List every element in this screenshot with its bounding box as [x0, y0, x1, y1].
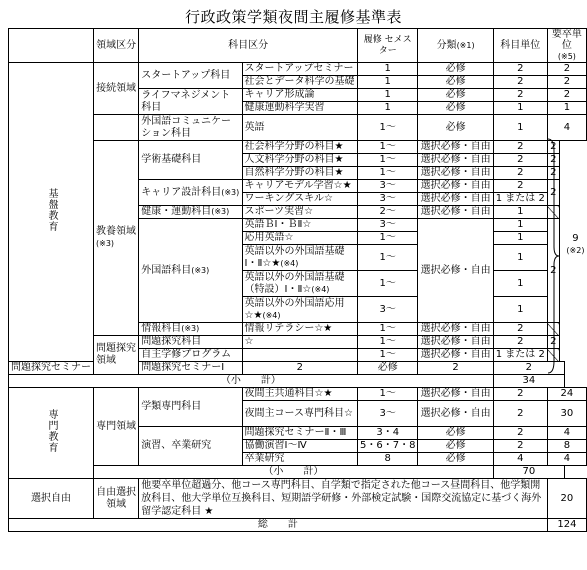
row-req: 2 — [547, 180, 559, 206]
row-name: 人文科学分野の科目★ — [242, 154, 357, 167]
row-req: 2 — [547, 89, 586, 102]
row-name: 自然科学分野の科目★ — [242, 167, 357, 180]
subtotal-basic: 34 — [493, 375, 564, 388]
row-cr: 2 — [493, 388, 547, 401]
row-req: 2 — [547, 219, 559, 323]
jiyu-label: 自由選択領域 — [94, 479, 139, 519]
mondai-label: 問題探究領域 — [94, 336, 139, 375]
header-required-note: (※5) — [557, 52, 576, 61]
header-category: 分類 — [436, 39, 457, 51]
row-req: 2 — [493, 362, 564, 375]
row-sem: 5・6・7・8 — [357, 440, 417, 453]
row-cr: 2 — [493, 323, 547, 336]
row-sem: 1〜 — [357, 388, 417, 401]
row-req: 2 — [547, 336, 559, 349]
row-cls: 必修 — [418, 453, 493, 466]
life-label: ライフマネジメント科目 — [139, 89, 242, 115]
row-name: 夜間主コース専門科目☆ — [242, 401, 357, 427]
row-sem: 2〜 — [357, 206, 417, 219]
row-name: 社会とデータ科学の基礎 — [242, 76, 357, 89]
row-cls: 選択必修・自由 — [418, 193, 493, 206]
row-cls: 選択必修・自由 — [418, 167, 493, 180]
row-cr: 1 — [493, 271, 547, 297]
row-sem: 1〜 — [357, 232, 417, 245]
row-sem: 1〜 — [357, 323, 417, 336]
grand-total: 124 — [547, 519, 586, 532]
row-sem: 1〜 — [357, 115, 417, 141]
jishu-label: 自主学修プログラム — [139, 349, 242, 362]
row-cr: 2 — [418, 362, 493, 375]
row-name: 問題探究セミナーⅠ — [139, 362, 242, 375]
kyoyo-note: (※3) — [96, 239, 115, 248]
row-cls: 選択必修・自由 — [418, 401, 493, 427]
gakujutsu-label: 学術基礎科目 — [139, 141, 242, 180]
row-cls: 必修 — [418, 440, 493, 453]
row-cls: 必修 — [418, 427, 493, 440]
row-name: 英語以外の外国語基礎（特設）Ⅰ・Ⅱ☆ — [244, 271, 345, 295]
header-field: 領域区分 — [94, 29, 139, 63]
grand-total-label: 総 計 — [9, 519, 548, 532]
row-cls: 必修 — [418, 63, 493, 76]
row-sem: 2 — [242, 362, 357, 375]
mondai-kamoku-label: 問題探究科目 — [139, 336, 242, 349]
row-cr: 4 — [493, 453, 547, 466]
gaikokugo-label: 外国語科目 — [141, 264, 192, 276]
row-cr: 2 — [493, 401, 547, 427]
header-semester: 履修 セメスター — [357, 29, 417, 63]
row-cr: 2 — [493, 89, 547, 102]
row-name: 情報リテラシー☆★ — [242, 323, 357, 336]
subtotal-senmon: 70 — [493, 466, 564, 479]
gaikokugo-note: (※3) — [191, 265, 210, 275]
requirements-table — [8, 28, 587, 532]
row-name — [242, 349, 357, 362]
row-req: 1 — [547, 102, 586, 115]
row-sem: 1〜 — [357, 167, 417, 180]
row-cls: 選択必修・自由 — [418, 219, 493, 323]
row-cr: 2 — [493, 154, 547, 167]
row-name: 英語以外の外国語応用☆★ — [244, 297, 345, 321]
row-cls: 必修 — [418, 89, 493, 102]
row-cr: 2 — [493, 76, 547, 89]
jiyu-description: 他要卒単位超過分、他コース専門科目、自学類で指定された他コース昼間科目、他学類開放科目、他大学単位互換科目、短期語学研修・外部検定試験・国際交流協定に基づく海外留学認定科目 ★ — [139, 479, 548, 519]
row-name: 夜間主共通科目☆★ — [242, 388, 357, 401]
row-cr: 2 — [493, 440, 547, 453]
enshu-label: 演習、卒業研究 — [139, 427, 242, 466]
header-course: 科目区分 — [139, 29, 358, 63]
row-cr: 2 — [493, 427, 547, 440]
setsuzoku-label: 接続領域 — [94, 63, 139, 115]
row-name: 英語ＢⅠ・ＢⅡ☆ — [242, 219, 357, 232]
row-cls: 選択必修・自由 — [418, 141, 493, 154]
startup-label: スタートアップ科目 — [139, 63, 242, 89]
row-note: (※4) — [262, 310, 281, 320]
row-name: 卒業研究 — [242, 453, 357, 466]
row-name: キャリアモデル学習☆★ — [242, 180, 357, 193]
row-req: 24 — [547, 388, 586, 401]
row-req: 2 — [547, 154, 559, 167]
kenko-note: (※3) — [211, 207, 230, 216]
row-name: スポーツ実習☆ — [242, 206, 357, 219]
group-note: (※2) — [566, 245, 585, 255]
row-cls: 選択必修・自由 — [418, 180, 493, 193]
row-cr: 1 — [493, 102, 547, 115]
row-sem: 1 — [357, 89, 417, 102]
gaikoku-comm-label: 外国語コミュニケーション科目 — [139, 115, 242, 141]
row-cr: 2 — [493, 167, 547, 180]
subtotal-label-2: （小 計） — [94, 466, 494, 479]
row-sem: 3〜 — [357, 193, 417, 206]
row-cls: 選択必修・自由 — [418, 206, 493, 219]
row-note: (※4) — [311, 284, 330, 294]
row-sem: 3〜 — [357, 401, 417, 427]
row-cls: 選択必修・自由 — [418, 388, 493, 401]
row-cls: 必修 — [418, 115, 493, 141]
row-cls: 選択必修・自由 — [418, 336, 493, 349]
row-cr: 1 — [493, 232, 547, 245]
row-note: (※4) — [280, 258, 299, 268]
page-title: 行政政策学類夜間主履修基準表 — [184, 8, 402, 26]
row-sem: 1〜 — [357, 349, 417, 362]
row-cr: 1 または 2 — [493, 193, 547, 206]
joho-label: 情報科目 — [141, 323, 182, 334]
row-req: 30 — [547, 401, 586, 427]
row-req: 4 — [547, 115, 586, 141]
row-sem: 1〜 — [357, 271, 417, 297]
row-cr: 1 — [493, 206, 547, 219]
row-cr: 1 — [493, 245, 547, 271]
row-sem: 1 — [357, 76, 417, 89]
row-cr: 1 — [493, 219, 547, 232]
row-cr: 2 — [493, 63, 547, 76]
row-req: 8 — [547, 440, 586, 453]
row-name: キャリア形成論 — [242, 89, 357, 102]
row-sem: 3・4 — [357, 427, 417, 440]
joho-note: (※3) — [181, 324, 200, 333]
seminar-label: 問題探究セミナー — [9, 362, 94, 375]
row-sem: 8 — [357, 453, 417, 466]
row-cr: 2 — [493, 141, 547, 154]
row-name: 健康運動科学実習 — [242, 102, 357, 115]
career-note: (※3) — [221, 187, 240, 197]
row-req: 2 — [547, 141, 559, 154]
row-sem: 1 — [357, 63, 417, 76]
row-cr: 1 — [493, 115, 547, 141]
group-total: 9 — [572, 232, 579, 244]
row-cr: 2 — [493, 336, 547, 349]
row-cls: 選択必修・自由 — [418, 349, 493, 362]
row-sem: 1〜 — [357, 245, 417, 271]
row-name: ☆ — [242, 336, 357, 349]
row-name: 協働演習Ⅰ〜Ⅳ — [242, 440, 357, 453]
row-name: 問題探究セミナーⅡ・Ⅲ — [242, 427, 357, 440]
header-category-note: (※1) — [456, 40, 475, 50]
row-req: 2 — [547, 76, 586, 89]
header-credit: 科目単位 — [493, 29, 547, 63]
row-sem: 1 — [357, 102, 417, 115]
kenko-label: 健康・運動科目 — [141, 206, 212, 217]
header-required: 要卒単位 — [551, 29, 582, 51]
row-sem: 1〜 — [357, 336, 417, 349]
row-req: 4 — [547, 453, 586, 466]
row-sem: 3〜 — [357, 180, 417, 193]
row-sem: 1〜 — [357, 154, 417, 167]
row-sem: 3〜 — [357, 297, 417, 323]
gakujutsu-senmon-label: 学類専門科目 — [139, 388, 242, 427]
kyoyo-label: 教養領域 — [96, 226, 136, 237]
subtotal-label: （小 計） — [9, 375, 494, 388]
brace-icon — [546, 137, 560, 375]
row-name: 英語以外の外国語基礎Ⅰ・Ⅱ☆★ — [244, 245, 345, 269]
row-name: 応用英語☆ — [242, 232, 357, 245]
senmon-label: 専門教育 — [46, 409, 57, 453]
row-cls: 選択必修・自由 — [418, 323, 493, 336]
row-cr: 1 — [493, 297, 547, 323]
row-name: 社会科学分野の科目★ — [242, 141, 357, 154]
sentaku-label: 選択自由 — [9, 479, 94, 519]
row-name: スタートアップセミナー — [242, 63, 357, 76]
row-cr: 2 — [493, 180, 547, 193]
row-cr: 1 または 2 — [493, 349, 547, 362]
row-req: 2 — [547, 63, 586, 76]
row-cls: 必修 — [357, 362, 417, 375]
row-req: 4 — [547, 427, 586, 440]
row-req: 2 — [547, 167, 559, 180]
row-name: 英語 — [242, 115, 357, 141]
required-jiyu: 20 — [547, 479, 586, 519]
row-sem: 3〜 — [357, 219, 417, 232]
row-cls: 選択必修・自由 — [418, 154, 493, 167]
basic-education-label: 基盤教育 — [46, 188, 57, 232]
row-cls: 必修 — [418, 76, 493, 89]
row-sem: 1〜 — [357, 141, 417, 154]
career-label: キャリア設計科目 — [141, 186, 222, 198]
row-name: ワーキングスキル☆ — [242, 193, 357, 206]
row-cls: 必修 — [418, 102, 493, 115]
senmon-ryoiki-label: 専門領域 — [94, 388, 139, 466]
